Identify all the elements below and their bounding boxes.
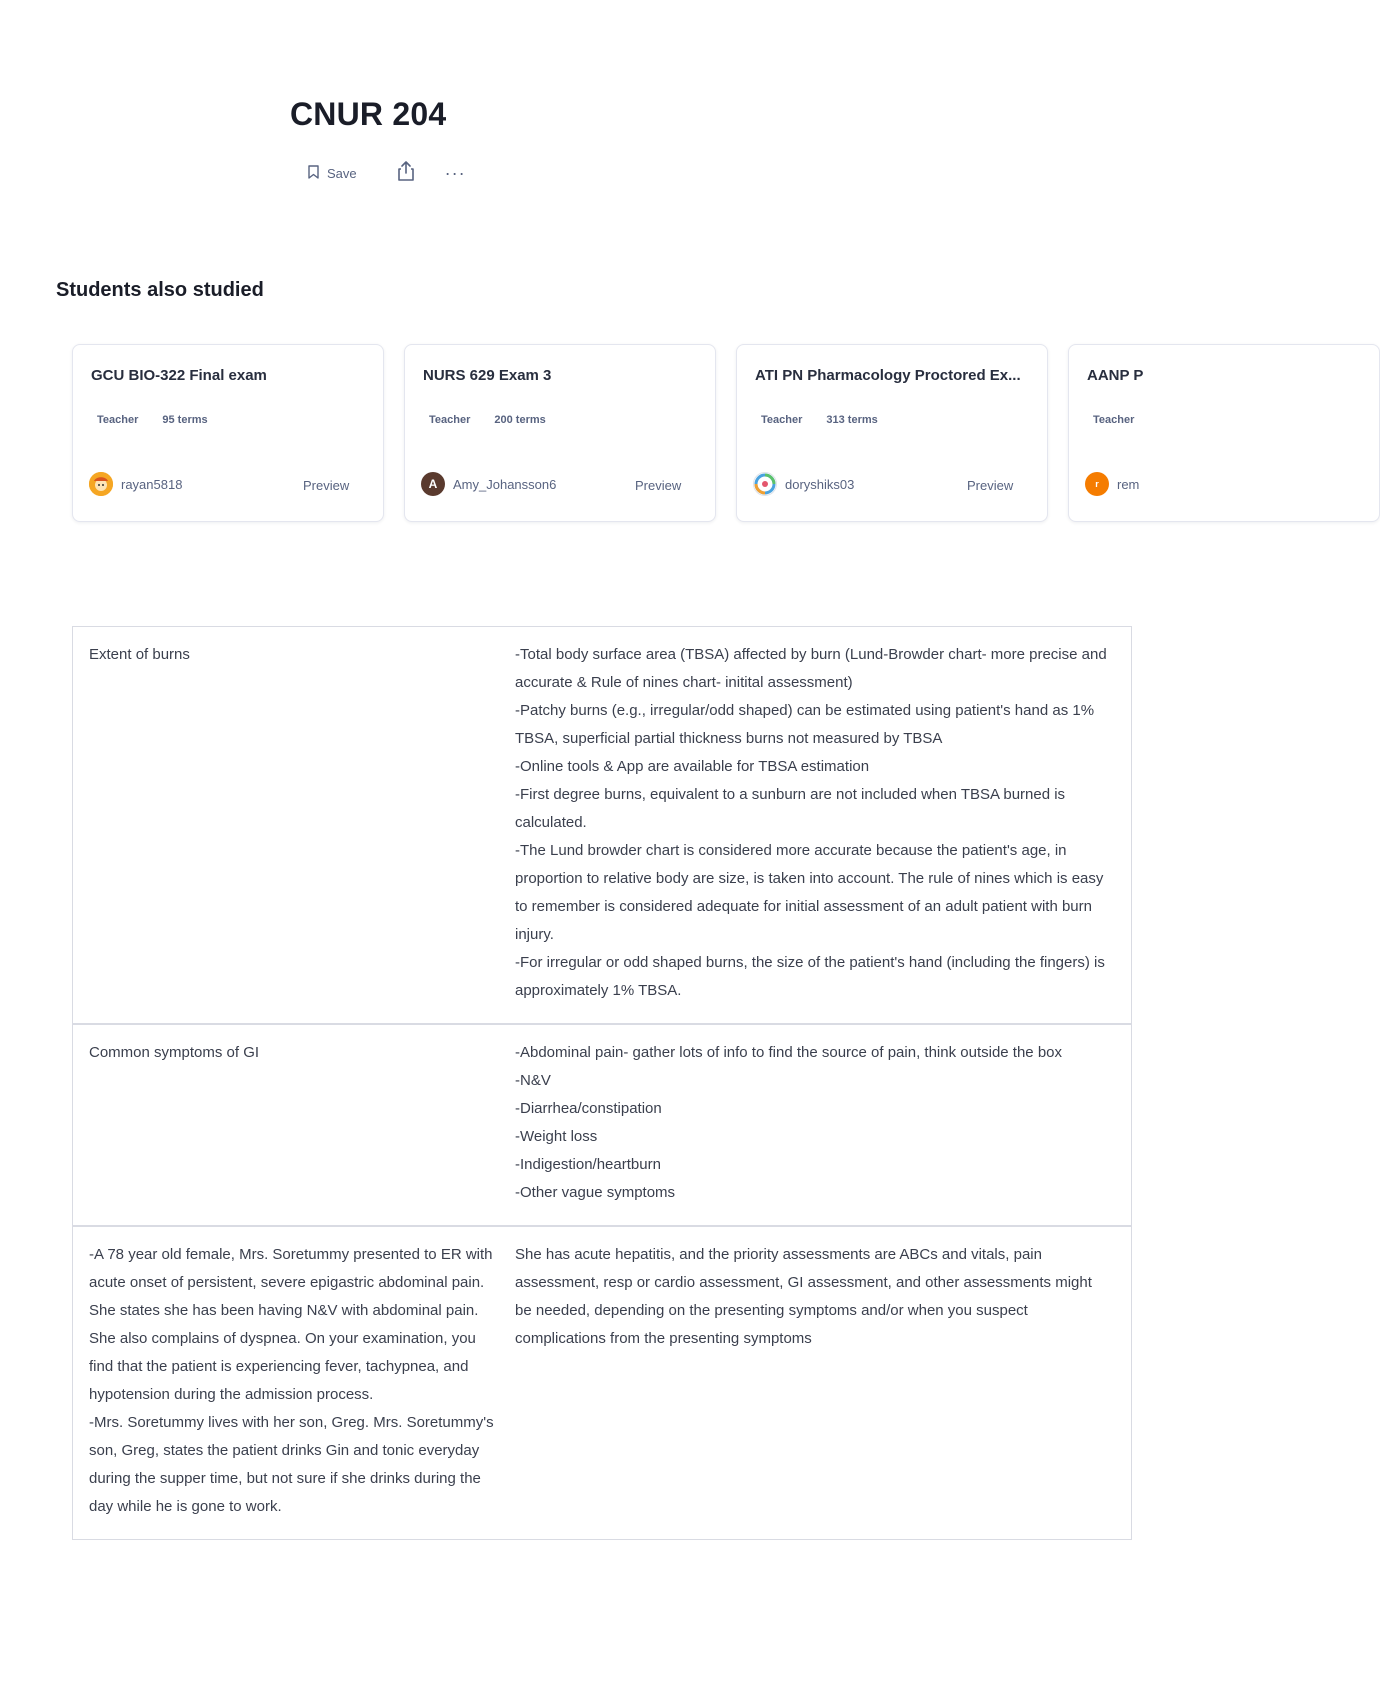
term-count: 95 terms	[162, 414, 208, 426]
term-definition: She has acute hepatitis, and the priority assessments are ABCs and vitals, pain assessment, resp or cardio assessment, GI assessment, and other assessments might be needed, depending on the presenting symptoms and/or when you suspect complications from the presenting symptoms	[515, 1246, 1092, 1347]
teacher-badge: Teacher	[429, 414, 471, 426]
term-word: -A 78 year old female, Mrs. Soretummy presented to ER with acute onset of persistent, severe epigastric abdominal pain. She states she has been having N&V with abdominal pain. She also complains of dyspnea. On your examination, you find that the patient is experiencing fever, tachypnea, and hypotension during the admission process. -Mrs. Soretummy lives with her son, Greg. Mrs. Soretummy's son, Greg, states the patient drinks Gin and tonic everyday during the supper time, but not sure if she drinks during the day while he is gone to work.	[89, 1246, 494, 1515]
save-button[interactable]	[308, 165, 357, 182]
card-user[interactable]	[421, 472, 556, 496]
term-row	[73, 1225, 1131, 1539]
card-meta	[429, 414, 546, 426]
related-set-card[interactable]	[1068, 344, 1380, 522]
teacher-badge: Teacher	[761, 414, 803, 426]
related-set-card[interactable]	[72, 344, 384, 522]
bookmark-icon	[308, 165, 319, 182]
card-meta	[1093, 414, 1158, 426]
preview-button[interactable]: Preview	[967, 478, 1014, 493]
term-word: Extent of burns	[89, 646, 190, 663]
term-count: 313 terms	[826, 414, 878, 426]
related-sets-carousel	[72, 344, 1144, 526]
term-definition: -Abdominal pain- gather lots of info to find the source of pain, think outside the box -N&V -Diarrhea/constipation -Weight loss -Indigestion/heartburn -Other vague symptoms	[515, 1044, 1063, 1201]
avatar: A	[421, 472, 445, 496]
username: rem	[1117, 476, 1140, 492]
share-button[interactable]	[397, 161, 419, 185]
card-meta	[761, 414, 878, 426]
terms-table	[72, 626, 1132, 1540]
card-title: NURS 629 Exam 3	[423, 367, 552, 384]
term-count: 200 terms	[494, 414, 546, 426]
save-label: Save	[327, 165, 357, 181]
related-set-card[interactable]	[736, 344, 1048, 522]
username: Amy_Johansson6	[453, 476, 557, 492]
related-set-card[interactable]	[404, 344, 716, 522]
teacher-badge: Teacher	[1093, 414, 1135, 426]
more-options-button[interactable]: ···	[444, 163, 466, 183]
term-row	[73, 1023, 1131, 1225]
card-title: ATI PN Pharmacology Proctored Ex...	[755, 367, 1021, 384]
preview-button[interactable]: Preview	[303, 478, 350, 493]
term-row	[73, 627, 1131, 1023]
term-word: Common symptoms of GI	[89, 1044, 260, 1061]
card-title: GCU BIO-322 Final exam	[91, 367, 267, 384]
share-icon	[397, 160, 415, 187]
avatar	[89, 472, 113, 496]
card-user[interactable]	[89, 472, 182, 496]
set-actions-bar	[308, 160, 466, 186]
username: rayan5818	[121, 476, 183, 492]
preview-button[interactable]: Preview	[635, 478, 682, 493]
card-user[interactable]	[753, 472, 854, 496]
username: doryshiks03	[785, 476, 855, 492]
students-also-studied-heading: Students also studied	[56, 279, 264, 301]
teacher-badge: Teacher	[97, 414, 139, 426]
page-title: CNUR 204	[290, 96, 447, 132]
avatar: r	[1085, 472, 1109, 496]
card-meta	[97, 414, 208, 426]
term-definition: -Total body surface area (TBSA) affected by burn (Lund-Browder chart- more precise and accurate & Rule of nines chart- initital assessment) -Patchy burns (e.g., irregular/odd shaped) can be estimated using patient's hand as 1% TBSA, superficial partial thickness burns not measured by TBSA -Online tools & App are available for TBSA estimation -First degree burns, equivalent to a sunburn are not included when TBSA burned is calculated. -The Lund browder chart is considered more accurate because the patient's age, in proportion to relative body are size, is taken into account. The rule of nines which is easy to remember is considered adequate for initial assessment of an adult patient with burn injury. -For irregular or odd shaped burns, the size of the patient's hand (including the fingers) is approximately 1% TBSA.	[515, 646, 1107, 999]
card-title: AANP P	[1087, 367, 1144, 384]
avatar	[753, 472, 777, 496]
card-user[interactable]	[1085, 472, 1139, 496]
